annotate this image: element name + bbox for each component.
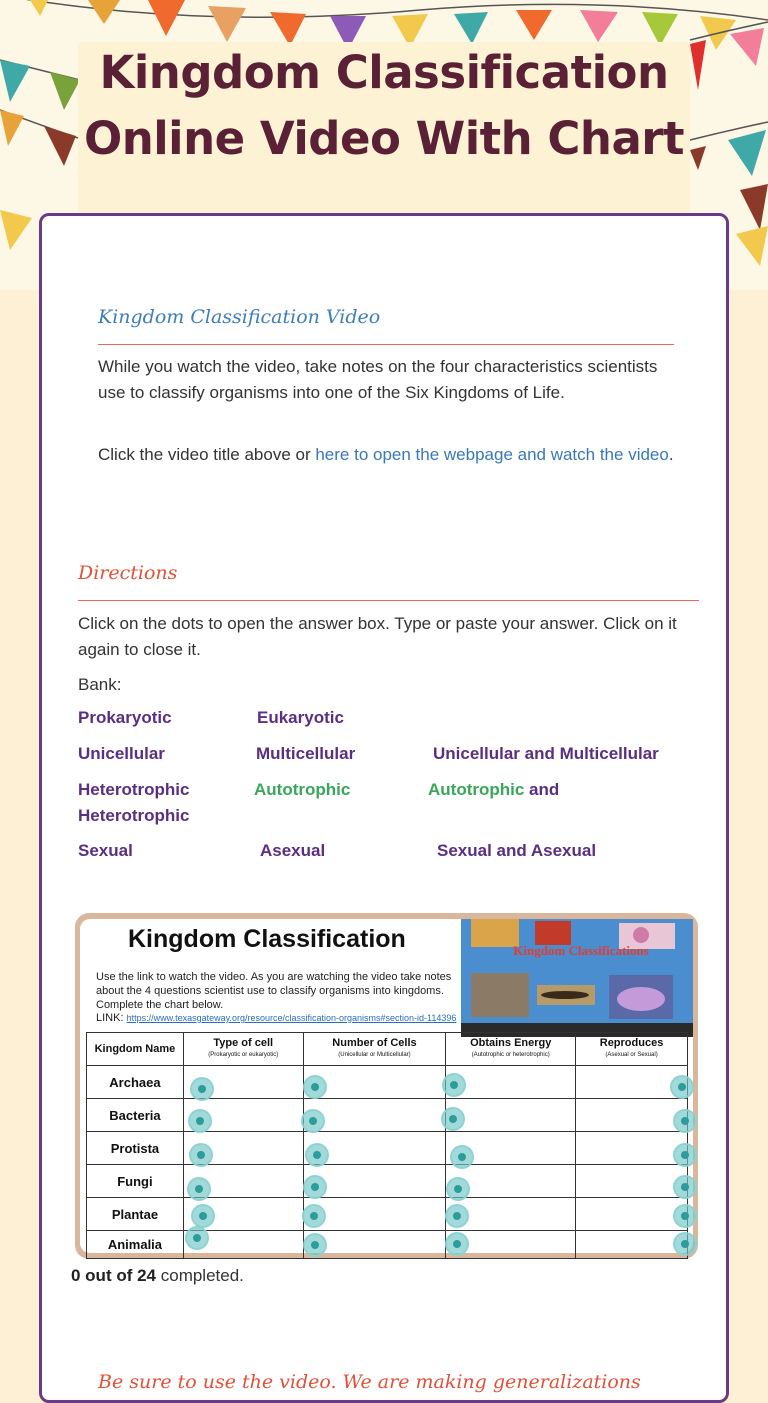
- column-label: Number of Cells: [332, 1037, 417, 1049]
- worksheet-title: Kingdom Classification: [128, 925, 406, 953]
- classification-table: [86, 1032, 688, 1259]
- answer-dot[interactable]: [441, 1107, 465, 1131]
- table-row: [87, 1099, 688, 1132]
- answer-dot[interactable]: [445, 1204, 469, 1228]
- answer-dot[interactable]: [189, 1143, 213, 1167]
- thumbnail-title: Kingdom Classifications: [513, 943, 649, 958]
- bank-word: Multicellular: [256, 744, 356, 763]
- bank-word: Autotrophic: [254, 780, 351, 799]
- completion-status: [71, 1266, 244, 1286]
- table-row: [87, 1198, 688, 1231]
- table-row: [87, 1165, 688, 1198]
- bank-word: Asexual: [260, 841, 326, 860]
- bank-word: Sexual and Asexual: [437, 841, 597, 860]
- answer-dot[interactable]: [673, 1232, 697, 1256]
- column-label: Obtains Energy: [470, 1037, 552, 1049]
- completion-suffix: completed.: [156, 1266, 244, 1285]
- answer-dot[interactable]: [188, 1109, 212, 1133]
- divider: [78, 600, 699, 601]
- answer-dot[interactable]: [445, 1232, 469, 1256]
- answer-cell: [446, 1099, 576, 1132]
- answer-dot[interactable]: [673, 1204, 697, 1228]
- bank-word: Unicellular and Multicellular: [433, 744, 659, 763]
- answer-dot[interactable]: [303, 1075, 327, 1099]
- video-webpage-link[interactable]: here to open the webpage and watch the video: [315, 445, 669, 464]
- answer-dot[interactable]: [191, 1204, 215, 1228]
- column-sublabel: (Autotrophic or heterotrophic): [471, 1052, 550, 1058]
- video-instructions: While you watch the video, take notes on the four characteristics scientists use to classify organisms into one of the Six Kingdoms of Life.: [98, 357, 658, 402]
- answer-dot[interactable]: [450, 1145, 474, 1169]
- kingdom-name: Protista: [87, 1132, 184, 1165]
- worksheet-sheet: [80, 919, 693, 1253]
- answer-dot[interactable]: [301, 1109, 325, 1133]
- answer-dot[interactable]: [302, 1204, 326, 1228]
- column-label: Kingdom Name: [94, 1043, 176, 1055]
- table-row: [87, 1231, 688, 1259]
- kingdom-name: Plantae: [87, 1198, 184, 1231]
- kingdom-name: Bacteria: [87, 1099, 184, 1132]
- video-thumbnail[interactable]: [461, 919, 693, 1037]
- answer-cell: [576, 1132, 688, 1165]
- completion-count: 0 out of 24: [71, 1266, 157, 1285]
- directions-text: Click on the dots to open the answer box. Type or paste your answer. Click on it again to close it.: [78, 614, 677, 659]
- answer-dot[interactable]: [187, 1177, 211, 1201]
- table-row: [87, 1066, 688, 1099]
- bank-word-part: Heterotrophic: [78, 806, 190, 825]
- link-url[interactable]: https://www.texasgateway.org/resource/classification-organisms#section-id-114396: [126, 1013, 457, 1023]
- kingdom-name: Archaea: [87, 1066, 184, 1099]
- table-row: [87, 1132, 688, 1165]
- thumbnail-collage: [461, 919, 693, 1037]
- kingdom-name: Animalia: [87, 1231, 184, 1259]
- answer-dot[interactable]: [673, 1143, 697, 1167]
- column-header: [446, 1033, 576, 1066]
- page-title: Kingdom Classification Online Video With Chart: [83, 46, 685, 165]
- column-sublabel: (Prokaryotic or eukaryotic): [208, 1052, 279, 1058]
- column-header: [87, 1033, 184, 1066]
- column-header: [576, 1033, 688, 1066]
- video-link-paragraph: [98, 442, 678, 468]
- answer-dot[interactable]: [673, 1109, 697, 1133]
- click-prefix: Click the video title above or: [98, 445, 316, 464]
- column-header: [183, 1033, 303, 1066]
- bank-word: Sexual: [78, 841, 133, 860]
- answer-dot[interactable]: [442, 1073, 466, 1097]
- answer-dot[interactable]: [673, 1175, 697, 1199]
- column-sublabel: (Asexual or Sexual): [605, 1052, 658, 1058]
- table-header-row: [87, 1033, 688, 1066]
- link-label: LINK:: [96, 1012, 127, 1024]
- answer-dot[interactable]: [305, 1143, 329, 1167]
- worksheet-image: [75, 913, 698, 1259]
- answer-dot[interactable]: [303, 1175, 327, 1199]
- answer-cell: [576, 1231, 688, 1259]
- bank-word-part: Autotrophic: [428, 780, 525, 799]
- column-header: [303, 1033, 446, 1066]
- worksheet-link: [96, 1012, 456, 1024]
- column-sublabel: (Unicellular or Multicellular): [338, 1052, 411, 1058]
- video-section-heading[interactable]: Kingdom Classification Video: [98, 306, 381, 328]
- answer-cell: [576, 1165, 688, 1198]
- bank-word: Eukaryotic: [257, 708, 344, 727]
- footer-note: Be sure to use the video. We are making generalizations: [98, 1371, 641, 1393]
- answer-dot[interactable]: [303, 1233, 327, 1257]
- directions-heading: Directions: [78, 562, 178, 584]
- answer-dot[interactable]: [190, 1077, 214, 1101]
- click-suffix: .: [668, 445, 674, 464]
- answer-cell: [303, 1099, 446, 1132]
- bank-word: Prokaryotic: [78, 708, 172, 727]
- column-label: Reproduces: [599, 1037, 664, 1049]
- answer-cell: [576, 1198, 688, 1231]
- answer-dot[interactable]: [185, 1226, 209, 1250]
- kingdom-name: Fungi: [87, 1165, 184, 1198]
- bank-word: Heterotrophic: [78, 780, 190, 799]
- worksheet-card: [39, 213, 729, 1403]
- answer-cell: [576, 1099, 688, 1132]
- bank-word-combined: [428, 780, 559, 800]
- column-label: Type of cell: [213, 1037, 274, 1049]
- answer-dot[interactable]: [446, 1177, 470, 1201]
- answer-dot[interactable]: [670, 1075, 694, 1099]
- bank-word-part: and: [524, 780, 560, 799]
- bank-label: Bank:: [78, 675, 122, 694]
- divider: [98, 344, 674, 345]
- bank-word: Unicellular: [78, 744, 165, 763]
- worksheet-instructions: Use the link to watch the video. As you are watching the video take notes about the 4 questions scientist use to classify organisms into kingdoms. Complete the chart below.: [96, 971, 452, 1011]
